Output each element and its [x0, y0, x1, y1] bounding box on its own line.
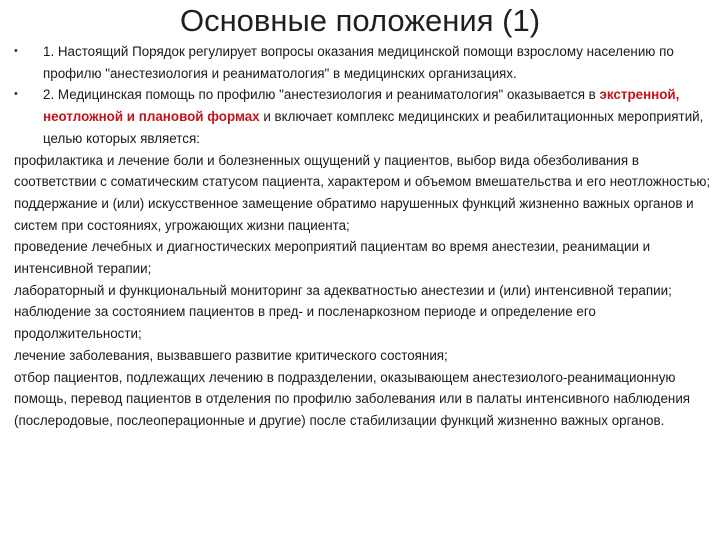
bullet-dot-icon: •	[14, 45, 18, 57]
bullet-dot-icon: •	[14, 88, 18, 101]
bullet-text-before: 2. Медицинская помощь по профилю "анестезиология и реаниматология" оказывается в	[43, 87, 600, 103]
paragraph-observation: наблюдение за состоянием пациентов в пред- и посленаркозном периоде и определение его продолжительности;	[14, 304, 596, 342]
paragraph-pain-management: профилактика и лечение боли и болезненных ощущений у пациентов, выбор вида обезболивания в соответствии с соматическим статусом пациента, характером и объемом вмешательства и его неотложностью;	[14, 152, 711, 190]
paragraph-treatment: лечение заболевания, вызвавшего развитие критического состояния;	[14, 347, 448, 363]
paragraph-procedures: проведение лечебных и диагностических мероприятий пациентам во время анестезии, реанимации и интенсивной терапии;	[14, 239, 651, 277]
bullet-text-after: и включает комплекс медицинских и реабилитационных мероприятий, целью которых является:	[43, 109, 704, 146]
slide-title: Основные положения (1)	[179, 3, 541, 38]
bullet-item-1	[14, 41, 714, 84]
emphasis-text: экстренной, неотложной и плановой формах	[43, 87, 680, 125]
bullet-text: 1. Настоящий Порядок регулирует вопросы оказания медицинской помощи взрослому населению по профилю "анестезиология и реаниматология" в медицинских организациях.	[43, 44, 674, 81]
paragraph-vital-support: поддержание и (или) искусственное замещение обратимо нарушенных функций жизненно важных органов и систем при состояниях, угрожающих жизни пациента;	[14, 195, 694, 233]
paragraph-monitoring: лабораторный и функциональный мониторинг за адекватностью анестезии и (или) интенсивной терапии;	[14, 282, 672, 298]
slide-body	[14, 41, 714, 432]
bullet-item-2	[14, 84, 714, 149]
paragraph-patient-selection: отбор пациентов, подлежащих лечению в подразделении, оказывающем анестезиолого-реанимационную помощь, перевод пациентов в отделения по профилю заболевания или в палаты интенсивного наблюдения (послеродовые, послеоперационные и другие) после стабилизации функций жизненно важных органов.	[14, 369, 691, 428]
